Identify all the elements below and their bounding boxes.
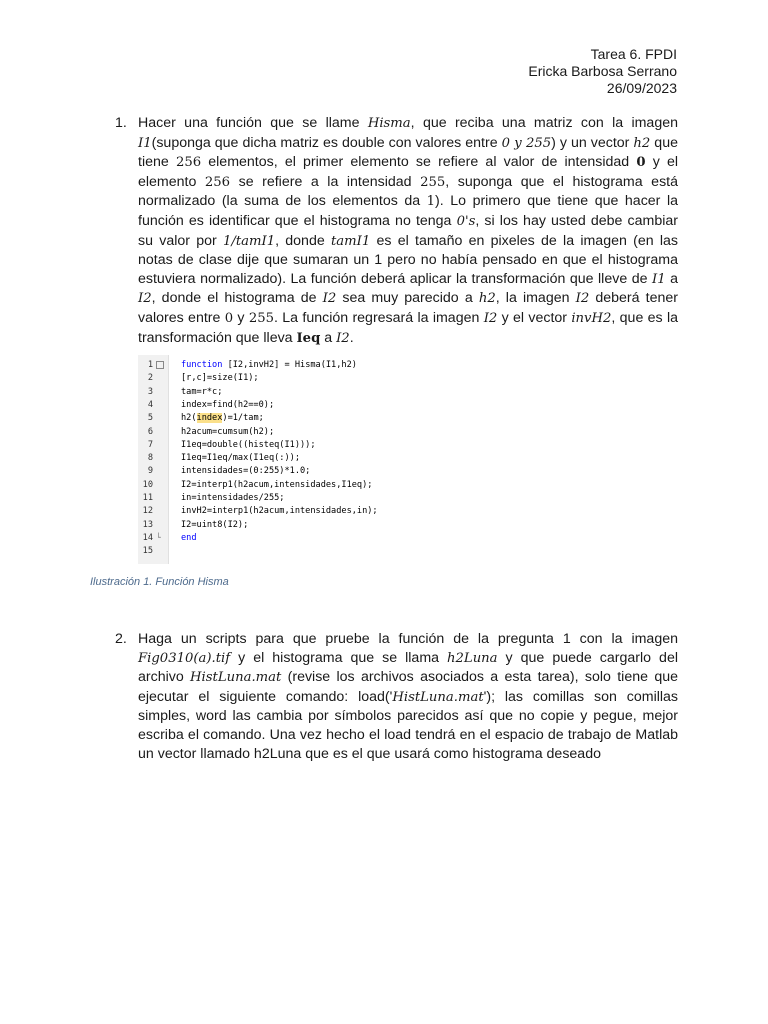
question-2-number: 2. (115, 631, 127, 647)
inline-math: HistLuna.mat (190, 670, 282, 686)
code-text: I2=interp1(h2acum,intensidades,I1eq); (181, 479, 373, 490)
inline-math: Hisma (367, 116, 411, 131)
code-text: I1eq=double((histeq(I1))); (181, 439, 316, 450)
inline-math: 255 (248, 310, 275, 326)
line-number: 7 (147, 439, 153, 450)
inline-math: HistLuna.mat (392, 689, 484, 705)
inline-math: I2 (575, 291, 590, 307)
inline-math: I2 (483, 310, 498, 326)
inline-math: I2 (336, 330, 350, 346)
line-number: 10 (142, 479, 153, 490)
line-number: 6 (147, 426, 153, 437)
code-text (181, 532, 197, 545)
code-line (138, 439, 400, 452)
code-text: in=intensidades/255; (181, 493, 285, 503)
inline-math: h2Luna (447, 650, 498, 666)
line-number: 9 (147, 466, 153, 477)
fold-toggle-icon[interactable] (156, 361, 164, 369)
code-text: I2=uint8(I2); (181, 519, 249, 530)
document-header (528, 46, 677, 97)
code-line (138, 532, 400, 545)
code-text: tam=r*c; (181, 386, 223, 397)
code-text: function [I2,invH2] = Hisma(I1,h2) (181, 360, 357, 370)
line-number: 14 (142, 532, 153, 543)
line-number: 12 (142, 506, 153, 517)
line-number: 2 (147, 373, 153, 384)
inline-math: tamI1 (330, 233, 371, 249)
question-1-number: 1. (115, 115, 127, 131)
line-number: 1 (147, 360, 153, 370)
inline-math: 255 (420, 174, 446, 190)
code-text: index=find(h2==0); (181, 399, 275, 410)
inline-math: invH2 (571, 310, 612, 326)
inline-math: 256 (204, 174, 231, 190)
code-line (138, 492, 400, 505)
code-line (138, 372, 400, 385)
inline-math: 1 (426, 194, 436, 210)
code-screenshot (138, 355, 400, 564)
line-number: 15 (142, 546, 153, 557)
header-author: Ericka Barbosa Serrano (528, 63, 677, 79)
code-line (138, 359, 400, 372)
code-line (138, 386, 400, 399)
fold-end-icon: └ (156, 532, 161, 542)
question-1-text: Hacer una función que se llame Hisma, que reciba una matriz con la imagen I1(suponga que dicha matriz es double con valores entre 0 y 255) y un vector h2 que tiene 256 elementos, el primer elemento se refiere al valor de intensidad 0 y el elemento 256 se refiere a la intensidad 255, suponga que el histograma está normalizado (la suma de los elementos da 1). Lo primero que tiene que hacer la función es identificar que el histograma no tenga 0's, si los hay usted debe cambiar su valor por 1/tamI1, donde tamI1 es el tamaño en pixeles de la imagen (en las notas de clase dije que sumaran un 1 pero no había pensado en que el histograma estuviera normalizado). La función deberá aplicar la transformación que lleve de I1 a I2, donde el histograma de I2 sea muy parecido a h2, la imagen I2 deberá tener valores entre 0 y 255. La función regresará la imagen I2 y el vector invH2, que es la transformación que lleva Ieq a I2. (138, 115, 679, 346)
code-line (138, 412, 400, 425)
inline-math: I1 (138, 135, 152, 151)
code-line (138, 452, 400, 465)
code-line (138, 399, 400, 412)
code-text: h2acum=cumsum(h2); (181, 426, 275, 437)
header-date: 26/09/2023 (606, 80, 677, 96)
figure-caption: Ilustración 1. Función Hisma (90, 576, 229, 588)
inline-math: Fig0310(a).tif (138, 650, 231, 666)
line-number: 11 (142, 493, 153, 503)
code-text: invH2=interp1(h2acum,intensidades,in); (181, 506, 378, 517)
inline-math: I2 (138, 291, 152, 307)
code-line (138, 426, 400, 439)
question-2 (115, 630, 678, 763)
inline-math: 0 (636, 155, 646, 171)
code-text: h2(index)=1/tam; (181, 413, 264, 424)
inline-math: 1/tamI1 (222, 233, 276, 249)
line-number: 5 (147, 413, 153, 424)
code-keyword: end (181, 532, 197, 543)
inline-math: 0 y 255 (501, 135, 552, 151)
inline-math: 256 (175, 155, 202, 171)
inline-math: Ieq (296, 330, 321, 346)
question-1 (115, 114, 678, 348)
code-text: [r,c]=size(I1); (181, 373, 259, 384)
line-number: 4 (147, 399, 153, 410)
code-line (138, 505, 400, 518)
code-line (138, 479, 400, 492)
line-number: 13 (142, 519, 153, 530)
inline-math: h2 (633, 135, 651, 151)
question-2-text: Haga un scripts para que pruebe la función de la pregunta 1 con la imagen Fig0310(a).tif y el histograma que se llama h2Luna y que puede cargarlo del archivo HistLuna.mat (revise los archivos asociados a esta tarea), solo tiene que ejecutar el siguiente comando: load('HistLuna.mat'); las comillas son comillas simples, word las cambia por símbolos parecidos así que no copie y pegue, mejor escriba el comando. Una vez hecho el load tendrá en el espacio de trabajo de Matlab un vector llamado h2Luna que es el que usará como histograma deseado (138, 631, 679, 762)
code-text: intensidades=(0:255)*1.0; (181, 466, 311, 477)
code-line (138, 465, 400, 478)
line-number: 3 (147, 386, 153, 397)
line-number: 8 (147, 453, 153, 464)
code-text: I1eq=I1eq/max(I1eq(:)); (181, 453, 300, 464)
code-line (138, 545, 400, 558)
inline-math: 0's (456, 213, 476, 229)
inline-math: 0 (224, 310, 234, 326)
code-highlight: index (196, 413, 223, 424)
code-line (138, 519, 400, 532)
inline-math: I2 (322, 291, 337, 307)
header-assignment: Tarea 6. FPDI (590, 46, 677, 62)
code-keyword: function (181, 360, 223, 370)
inline-math: I1 (651, 271, 666, 287)
inline-math: h2 (478, 291, 496, 307)
